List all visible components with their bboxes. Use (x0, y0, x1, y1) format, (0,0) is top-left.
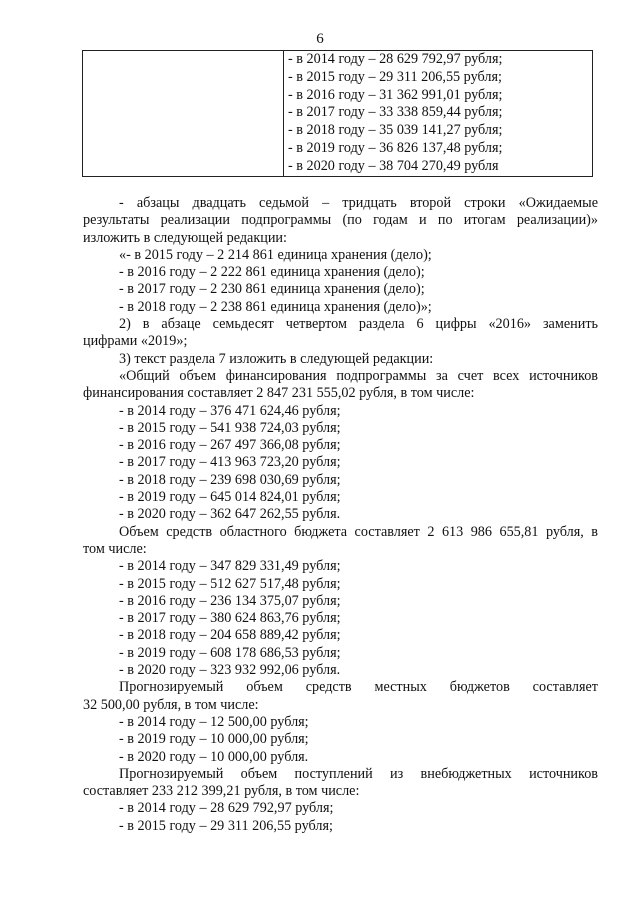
table-left-cell (83, 51, 284, 177)
text-line: - в 2016 году – 2 222 861 единица хранения (дело); (119, 264, 425, 281)
text-line: - в 2014 году – 376 471 624,46 рубля; (119, 402, 341, 419)
text-line: Прогнозируемый объем средств местных бюджетов составляет (119, 679, 598, 696)
text-line: - в 2020 году – 10 000,00 рубля. (119, 748, 309, 765)
page-number: 6 (316, 31, 324, 47)
text-line: «- в 2015 году – 2 214 861 единица хранения (дело); (119, 246, 432, 263)
table-right-cell (284, 51, 593, 177)
text-line: - в 2015 году – 512 627 517,48 рубля; (119, 575, 341, 592)
text-line: - в 2016 году – 236 134 375,07 рубля; (119, 592, 341, 609)
text-line: - абзацы двадцать седьмой – тридцать второй строки «Ожидаемые (119, 195, 598, 211)
text-line: - в 2014 году – 12 500,00 рубля; (119, 713, 309, 730)
text-line: изложить в следующей редакции: (83, 229, 287, 246)
text-line: - в 2014 году – 28 629 792,97 рубля; (119, 800, 334, 817)
text-line: - в 2020 году – 323 932 992,06 рубля. (119, 662, 341, 679)
table-line: - в 2019 году – 36 826 137,48 рубля; (288, 139, 503, 156)
text-line: том числе: (83, 540, 147, 557)
text-line: результаты реализации подпрограммы (по годам и по итогам реализации)» (83, 212, 598, 229)
body-text (83, 195, 598, 835)
text-line: Объем средств областного бюджета составляет 2 613 986 655,81 рубля, в (119, 523, 598, 540)
text-line: Прогнозируемый объем поступлений из внебюджетных источников (119, 765, 598, 782)
text-line: цифрами «2019»; (83, 333, 188, 350)
text-line: - в 2017 году – 2 230 861 единица хранения (дело); (119, 281, 425, 298)
funding-table (82, 50, 593, 177)
text-line: - в 2020 году – 362 647 262,55 рубля. (119, 506, 341, 523)
text-line: - в 2019 году – 608 178 686,53 рубля; (119, 644, 341, 661)
text-line: - в 2018 году – 204 658 889,42 рубля; (119, 627, 341, 644)
text-line: составляет 233 212 399,21 рубля, в том числе: (83, 783, 360, 800)
text-line: - в 2015 году – 29 311 206,55 рубля; (119, 817, 333, 834)
table-line: - в 2018 году – 35 039 141,27 рубля; (288, 122, 503, 139)
text-line: финансирования составляет 2 847 231 555,02 рубля, в том числе: (83, 385, 475, 402)
text-line: - в 2017 году – 380 624 863,76 рубля; (119, 610, 341, 627)
text-line: - в 2014 году – 347 829 331,49 рубля; (119, 558, 341, 575)
table-line: - в 2016 году – 31 362 991,01 рубля; (288, 86, 503, 103)
text-line: - в 2019 году – 10 000,00 рубля; (119, 731, 309, 748)
text-line: - в 2016 году – 267 497 366,08 рубля; (119, 437, 341, 454)
text-line: - в 2018 году – 2 238 861 единица хранения (дело)»; (119, 298, 432, 315)
text-line: - в 2015 году – 541 938 724,03 рубля; (119, 419, 341, 436)
table-line: - в 2020 году – 38 704 270,49 рубля (288, 157, 499, 174)
table-line: - в 2014 году – 28 629 792,97 рубля; (288, 51, 503, 67)
text-line: 2) в абзаце семьдесят четвертом раздела 6 цифры «2016» заменить (119, 316, 598, 333)
text-line: 3) текст раздела 7 изложить в следующей редакции: (119, 350, 434, 367)
table-line: - в 2015 году – 29 311 206,55 рубля; (288, 68, 502, 85)
text-line: - в 2019 году – 645 014 824,01 рубля; (119, 489, 341, 506)
text-line: «Общий объем финансирования подпрограммы за счет всех источников (119, 367, 598, 384)
text-line: 32 500,00 рубля, в том числе: (83, 696, 259, 713)
table-line: - в 2017 году – 33 338 859,44 рубля; (288, 104, 503, 121)
text-line: - в 2018 году – 239 698 030,69 рубля; (119, 471, 341, 488)
text-line: - в 2017 году – 413 963 723,20 рубля; (119, 454, 341, 471)
